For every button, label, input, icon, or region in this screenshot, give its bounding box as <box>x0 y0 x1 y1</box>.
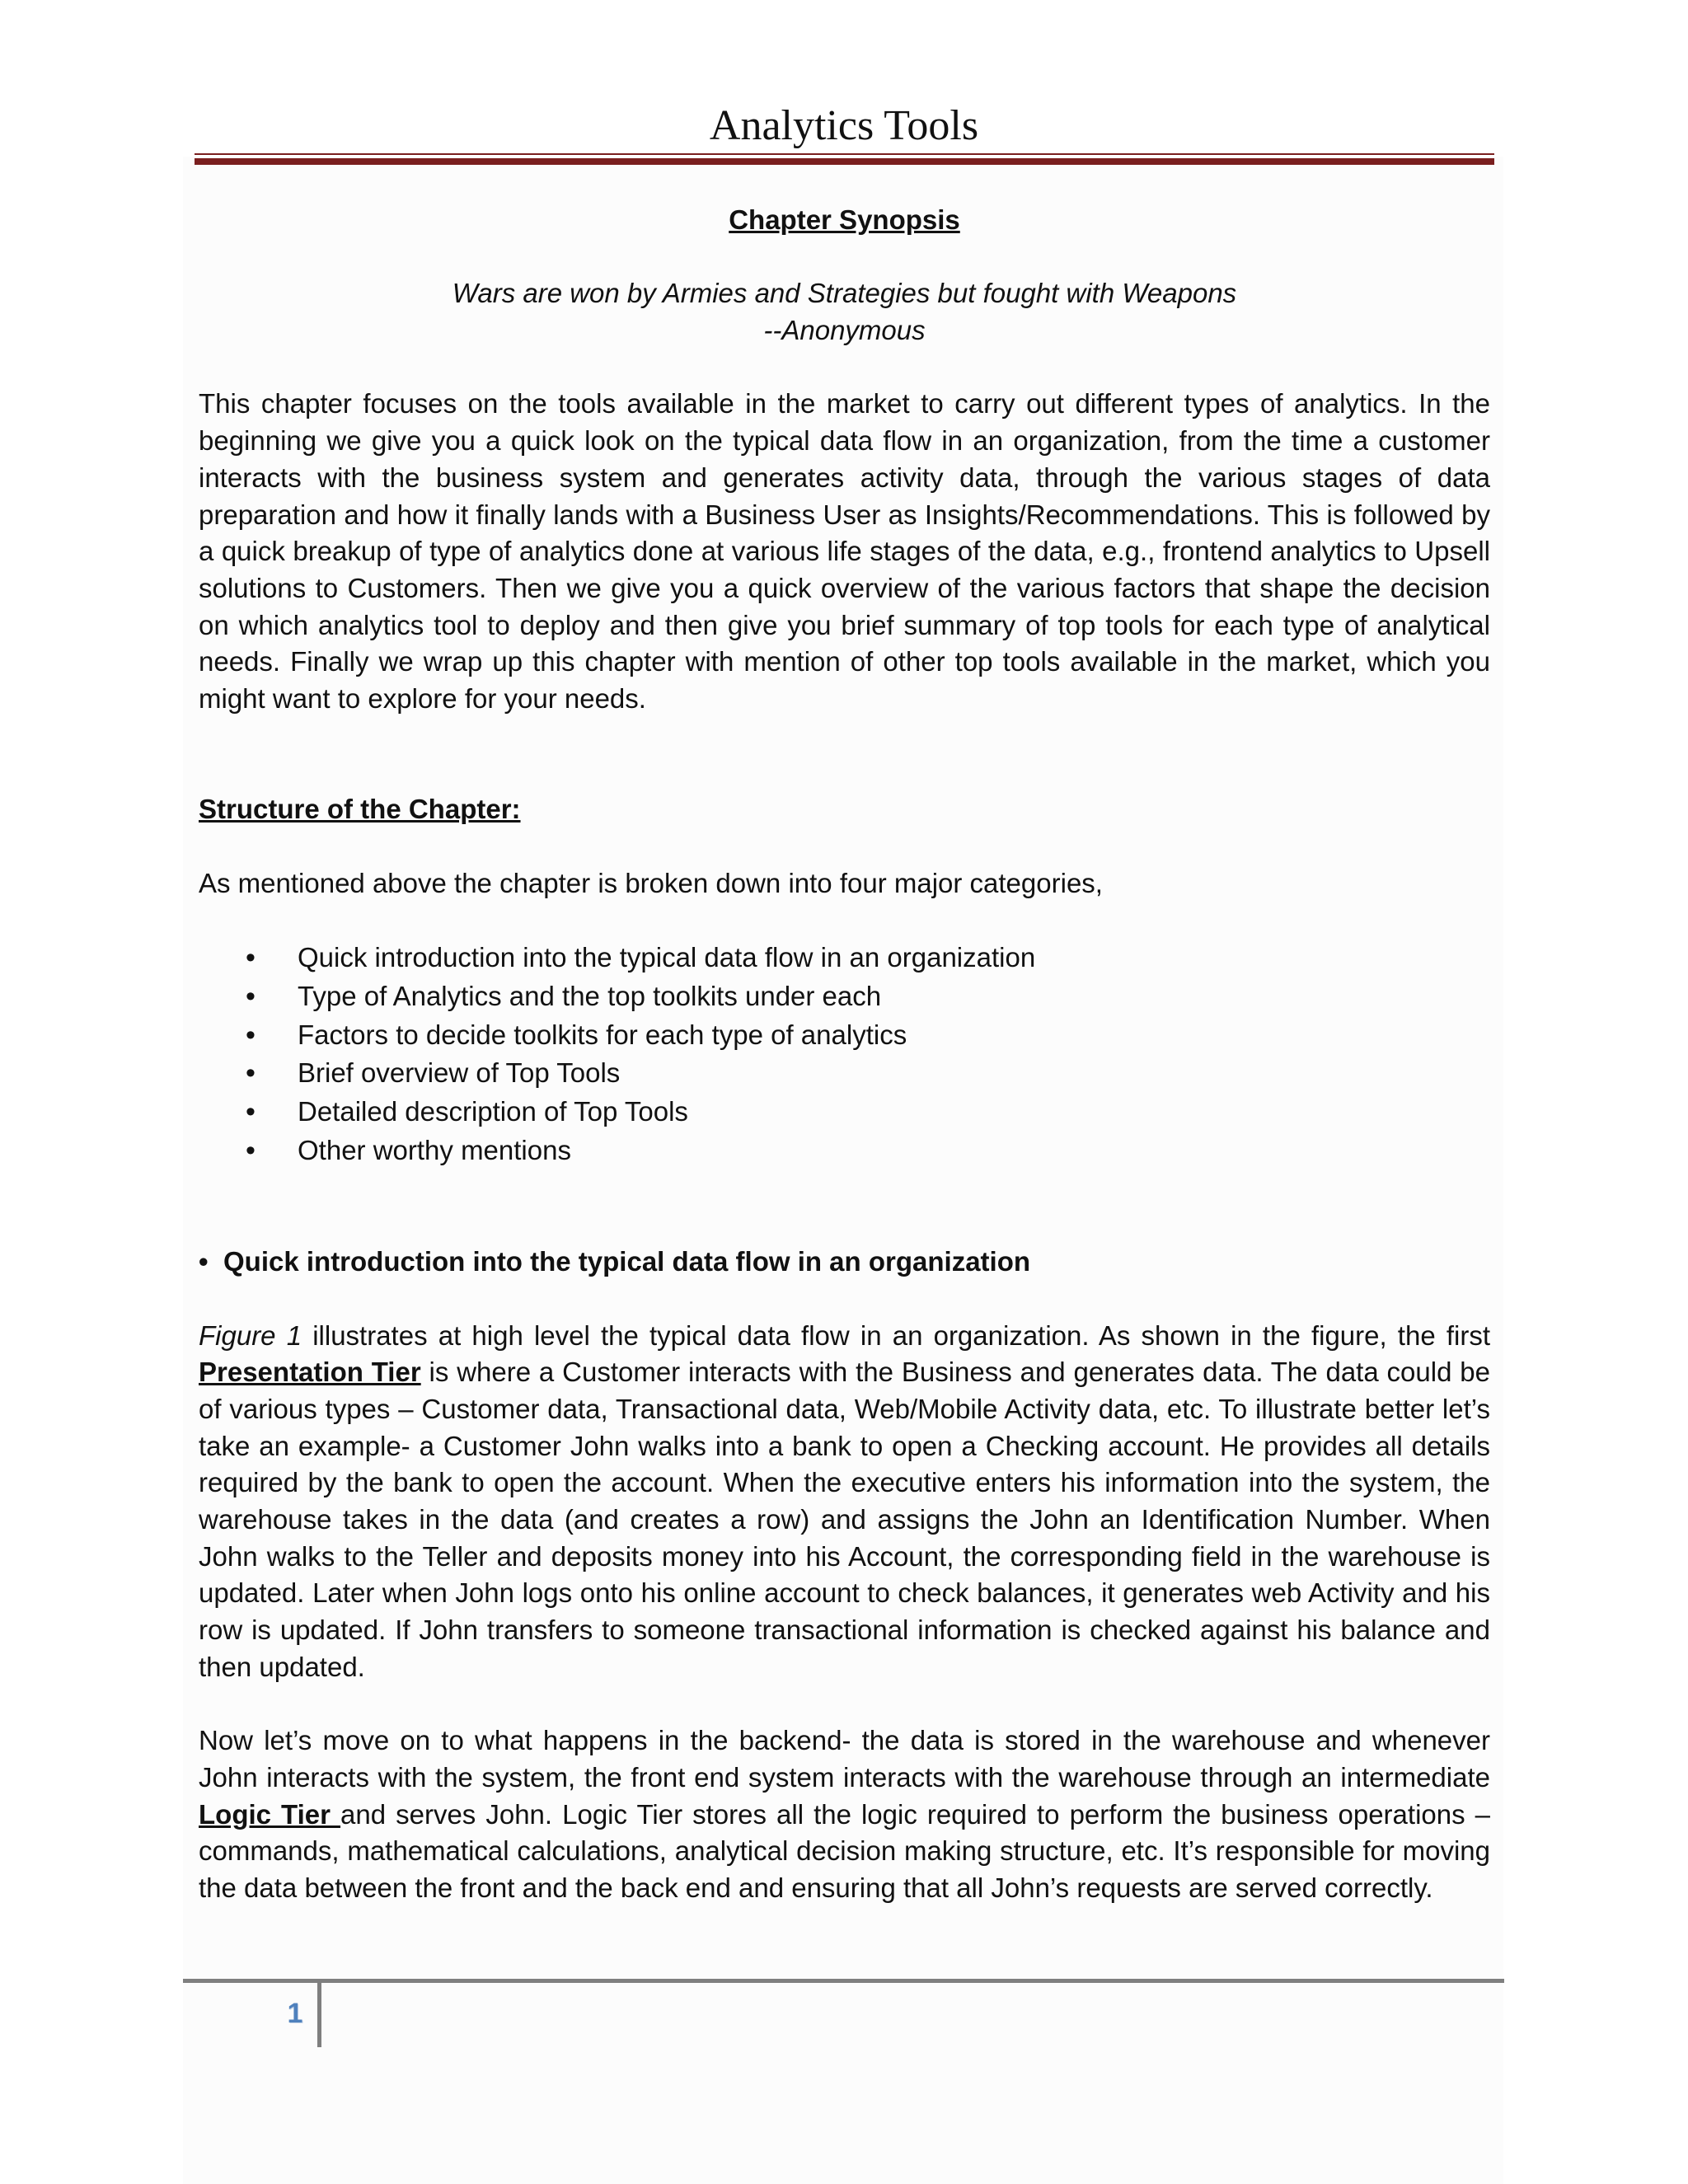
list-item: • Type of Analytics and the top toolkits under each <box>199 977 1490 1016</box>
list-item: • Brief overview of Top Tools <box>199 1054 1490 1093</box>
footer-divider <box>317 1983 321 2047</box>
page-number: 1 <box>287 1998 303 2029</box>
paragraph-text: illustrates at high level the typical data flow in an organization. As shown in the figure, the first <box>302 1319 1490 1351</box>
list-item: • Factors to decide toolkits for each type of analytics <box>199 1016 1490 1055</box>
data-flow-paragraph-1 <box>199 1318 1490 1686</box>
data-flow-paragraph-2 <box>199 1722 1490 1907</box>
epigraph-quote: Wars are won by Armies and Strategies but fought with Weapons <box>452 278 1237 309</box>
figure-reference: Figure 1 <box>199 1319 302 1351</box>
list-item: • Quick introduction into the typical data flow in an organization <box>199 939 1490 977</box>
header-rule-thin <box>195 153 1494 155</box>
running-header-title: Analytics Tools <box>709 102 979 149</box>
header-rule-thick <box>195 158 1494 165</box>
list-item: • Detailed description of Top Tools <box>199 1093 1490 1132</box>
term-logic-tier: Logic Tier <box>199 1798 341 1830</box>
list-item: • Other worthy mentions <box>199 1132 1490 1170</box>
page-content <box>199 202 1490 1907</box>
term-presentation-tier: Presentation Tier <box>199 1357 421 1388</box>
synopsis-paragraph: This chapter focuses on the tools available in the market to carry out different types of analytics. In the beginning we give you a quick look on the typical data flow in an organization, from the time a customer interacts with the business system and generates activity data, through the various stages of data preparation and how it finally lands with a Business User as Insights/Recommendations. This is followed by a quick breakup of type of analytics done at various life stages of the data, e.g., frontend analytics to Upsell solutions to Customers. Then we give you a quick overview of the various factors that shape the decision on which analytics tool to deploy and then give you brief summary of top tools for each type of analytical needs. Finally we wrap up this chapter with mention of other top tools available in the market, which you might want to explore for your needs. <box>199 388 1490 715</box>
structure-list <box>199 939 1490 1170</box>
paragraph-text: is where a Customer interacts with the Business and generates data. The data could be of various types – Customer data, Transactional data, Web/Mobile Activity data, etc. To illustrate better let’s take an example- a Customer John walks into a bank to open a Checking account. He provides all details required by the bank to open the account. When the executive enters his information into the system, the warehouse takes in the data (and creates a row) and assigns the John an Identification Number. When John walks to the Teller and deposits money into his Account, the corresponding field in the warehouse is updated. Later when John logs onto his online account to check balances, it generates web Activity and his row is updated. If John transfers to someone transactional information is checked against his balance and then updated. <box>199 1357 1490 1682</box>
epigraph-author: --Anonymous <box>763 315 926 346</box>
chapter-synopsis-heading: Chapter Synopsis <box>729 204 960 235</box>
bullet-icon: • <box>199 1246 209 1277</box>
paragraph-text: Now let’s move on to what happens in the backend- the data is stored in the warehouse and whenever John interacts with the system, the front end system interacts with the warehouse through an intermediate <box>199 1725 1490 1793</box>
footer-rule <box>183 1979 1504 1983</box>
structure-heading: Structure of the Chapter: <box>199 794 521 825</box>
paragraph-text: and serves John. Logic Tier stores all the logic required to perform the business operations – commands, mathematical calculations, analytical decision making structure, etc. It’s responsible for moving the data between the front and the back end and ensuring that all John’s requests are served correctly. <box>199 1798 1491 1904</box>
structure-intro: As mentioned above the chapter is broken down into four major categories, <box>199 867 1103 898</box>
section-heading-data-flow <box>199 1244 1490 1281</box>
section-heading-text: Quick introduction into the typical data flow in an organization <box>223 1246 1031 1277</box>
